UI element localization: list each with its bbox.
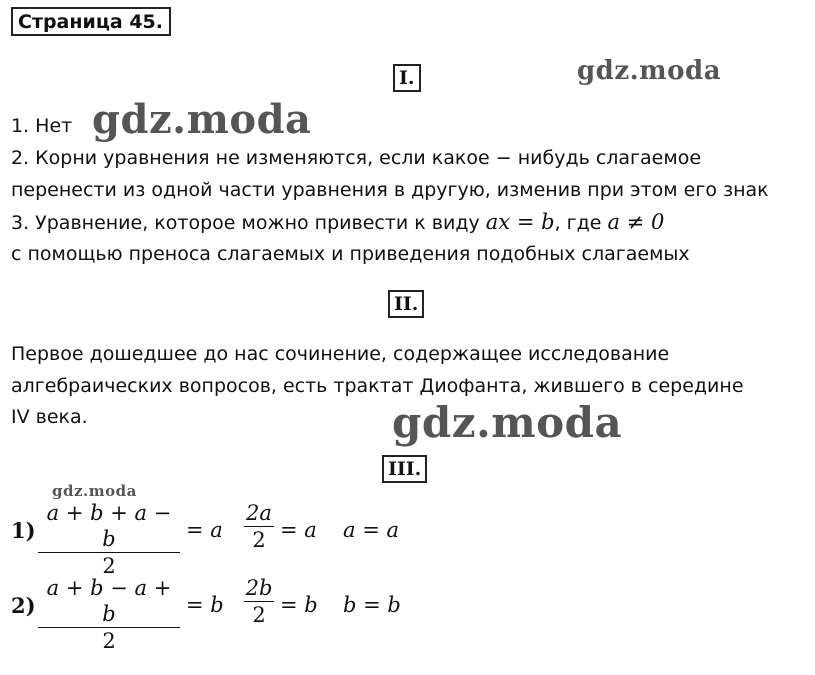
watermark: gdz.moda — [92, 96, 312, 143]
equation-rhs: = b — [280, 593, 318, 617]
equation-label: 1) — [11, 518, 36, 543]
numerator: a + b − a + b — [46, 576, 172, 626]
watermark: gdz.moda — [577, 56, 722, 86]
fraction — [244, 500, 274, 553]
answer-text: 3. Уравнение, которое можно привести к виду — [11, 212, 486, 234]
denominator: 2 — [252, 603, 266, 627]
equation-result: b = b — [343, 593, 401, 617]
equation-rhs: = a — [186, 518, 223, 542]
fraction — [38, 575, 180, 654]
equation: a ≠ 0 — [607, 210, 665, 234]
equation: ax = b — [485, 210, 555, 234]
answer-line: 2. Корни уравнения не изменяются, если какое − нибудь слагаемое — [11, 147, 702, 169]
numerator: a + b + a − b — [46, 501, 172, 551]
answer-line: Первое дошедшее до нас сочинение, содержащее исследование — [11, 343, 670, 365]
equation-label: 2) — [11, 593, 36, 618]
denominator: 2 — [102, 629, 116, 653]
fraction — [38, 500, 180, 579]
page-label: Страница 45. — [11, 7, 171, 36]
fraction — [244, 575, 274, 628]
answer-line: IV века. — [11, 406, 88, 428]
denominator: 2 — [252, 528, 266, 552]
answer-line: с помощью преноса слагаемых и приведения подобных слагаемых — [11, 243, 690, 265]
equation-rhs: = b — [186, 593, 224, 617]
section-numeral-3: III. — [382, 455, 427, 483]
answer-line: 1. Нет — [11, 115, 73, 137]
answer-line: перенести из одной части уравнения в другую, изменив при этом его знак — [11, 179, 769, 201]
watermark: gdz.moda — [392, 398, 623, 447]
section-numeral-1: I. — [393, 64, 421, 92]
watermark: gdz.moda — [52, 482, 137, 500]
numerator: 2b — [245, 576, 273, 600]
denominator: 2 — [102, 554, 116, 578]
answer-text: , где — [554, 212, 608, 234]
section-numeral-2: II. — [388, 290, 424, 318]
answer-line: алгебраических вопросов, есть трактат Диофанта, жившего в середине — [11, 375, 744, 397]
answer-line — [11, 210, 664, 235]
numerator: 2a — [246, 501, 272, 525]
equation-result: a = a — [343, 518, 399, 542]
equation-rhs: = a — [280, 518, 317, 542]
